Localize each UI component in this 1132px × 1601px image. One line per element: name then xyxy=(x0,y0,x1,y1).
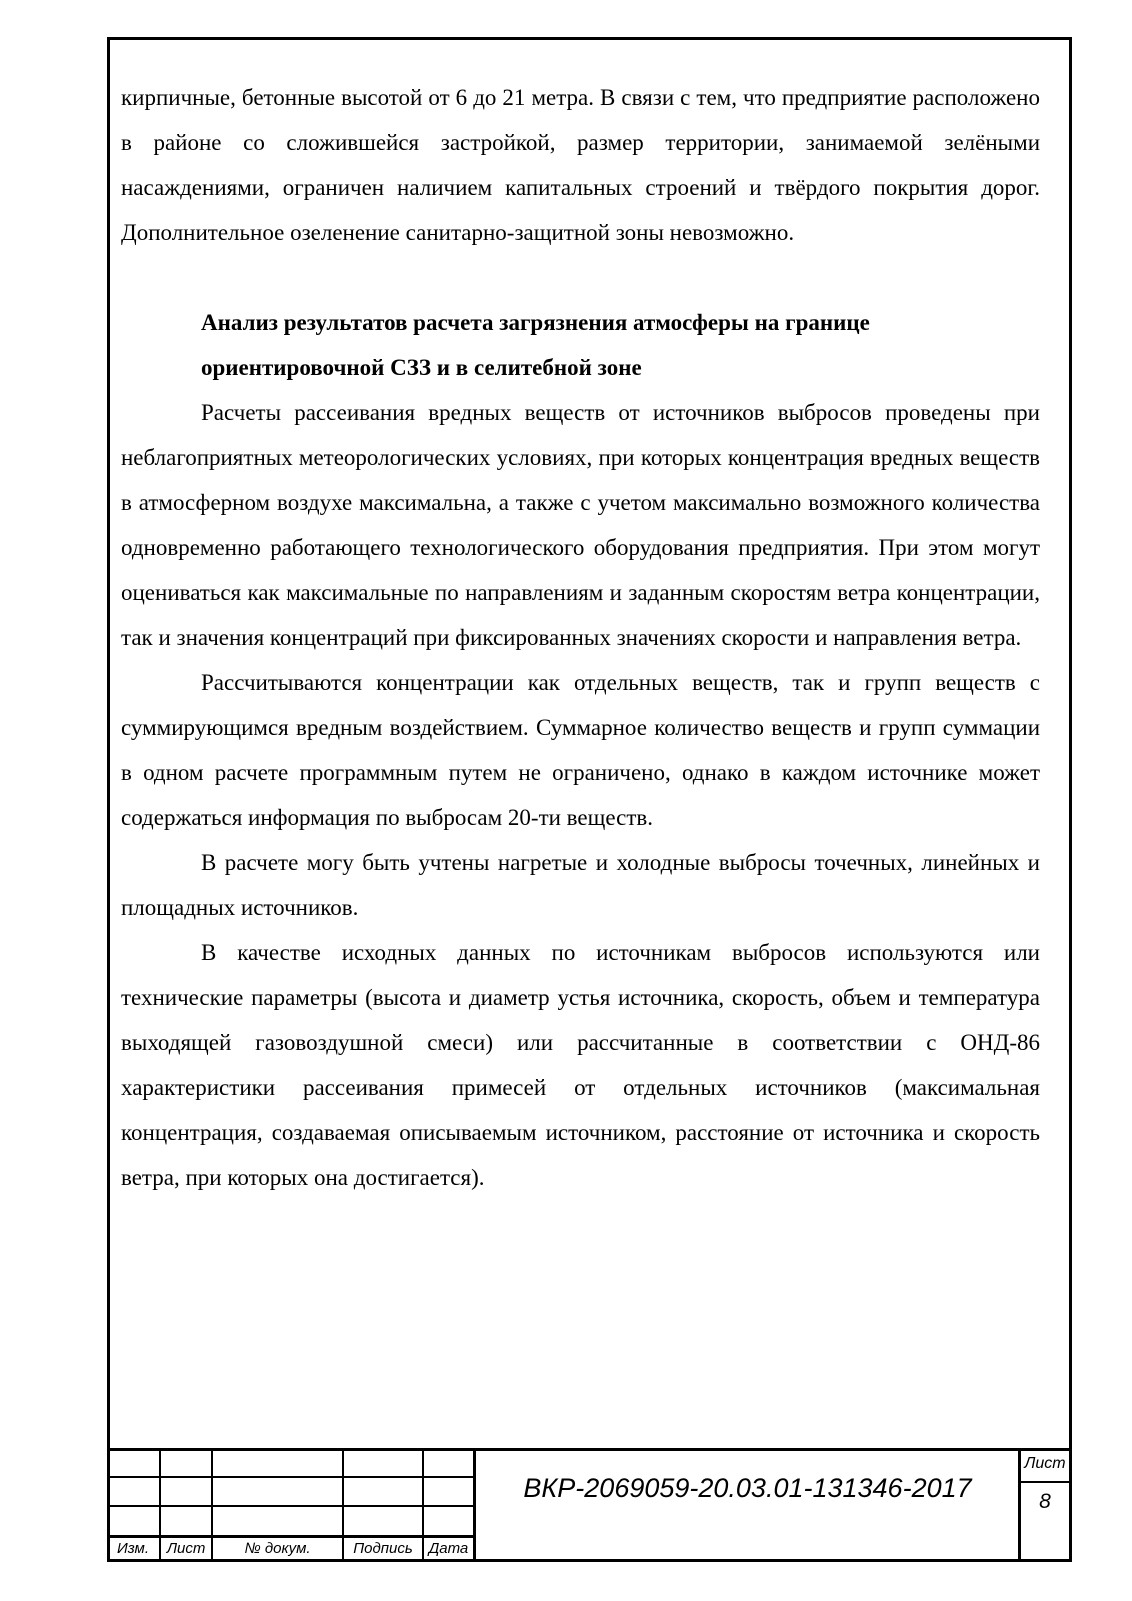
document-code: ВКР-2069059-20.03.01-131346-2017 xyxy=(523,1473,972,1503)
paragraph-2: Расчеты рассеивания вредных веществ от источников выбросов проведены при неблагоприятных метеорологических условиях, при которых концентрация вредных веществ в атмосферном воздухе максимальна, а также с учетом максимально возможного количества одновременно работающего технологического оборудования предприятия. При этом могут оцениваться как максимальные по направлениям и заданным скоростям ветра концентрации, так и значения концентраций при фиксированных значениях скорости и направления ветра. xyxy=(121,400,1040,650)
paragraph-5: В качестве исходных данных по источникам выбросов используются или технические параметры (высота и диаметр устья источника, скорость, объем и температура выходящей газовоздушной смеси) или рассчитанные в соответствии с ОНД-86 характеристики рассеивания примесей от отдельных источников (максимальная концентрация, создаваемая описываемым источником, расстояние от источника и скорость ветра, при которых она достигается). xyxy=(121,940,1040,1190)
sheet-number: 8 xyxy=(1039,1490,1051,1513)
paragraph-4: В расчете могу быть учтены нагретые и холодные выбросы точечных, линейных и площадных источников. xyxy=(121,850,1040,920)
column-label-izm: Изм. xyxy=(117,1540,149,1557)
column-label-date: Дата xyxy=(428,1540,469,1557)
column-label-list: Лист xyxy=(166,1540,206,1557)
paragraph-1: кирпичные, бетонные высотой от 6 до 21 метра. В связи с тем, что предприятие расположено в районе со сложившейся застройкой, размер территории, занимаемой зелёными насаждениями, ограничен наличием капитальных строений и твёрдого покрытия дорог. Дополнительное озеленение санитарно-защитной зоны невозможно. xyxy=(121,85,1040,245)
sheet-label: Лист xyxy=(1024,1455,1066,1472)
section-heading-line-1: Анализ результатов расчета загрязнения атмосферы на границе xyxy=(201,310,870,335)
document-body xyxy=(121,75,1040,1200)
paragraph-3: Рассчитываются концентрации как отдельных веществ, так и групп веществ с суммирующимся вредным воздействием. Суммарное количество веществ и групп суммации в одном расчете программным путем не ограничено, однако в каждом источнике может содержаться информация по выбросам 20-ти веществ. xyxy=(121,670,1040,830)
section-heading-line-2: ориентировочной СЗЗ и в селитебной зоне xyxy=(201,355,642,380)
column-label-signature: Подпись xyxy=(353,1540,413,1557)
column-label-doc-number: № докум. xyxy=(244,1540,311,1557)
